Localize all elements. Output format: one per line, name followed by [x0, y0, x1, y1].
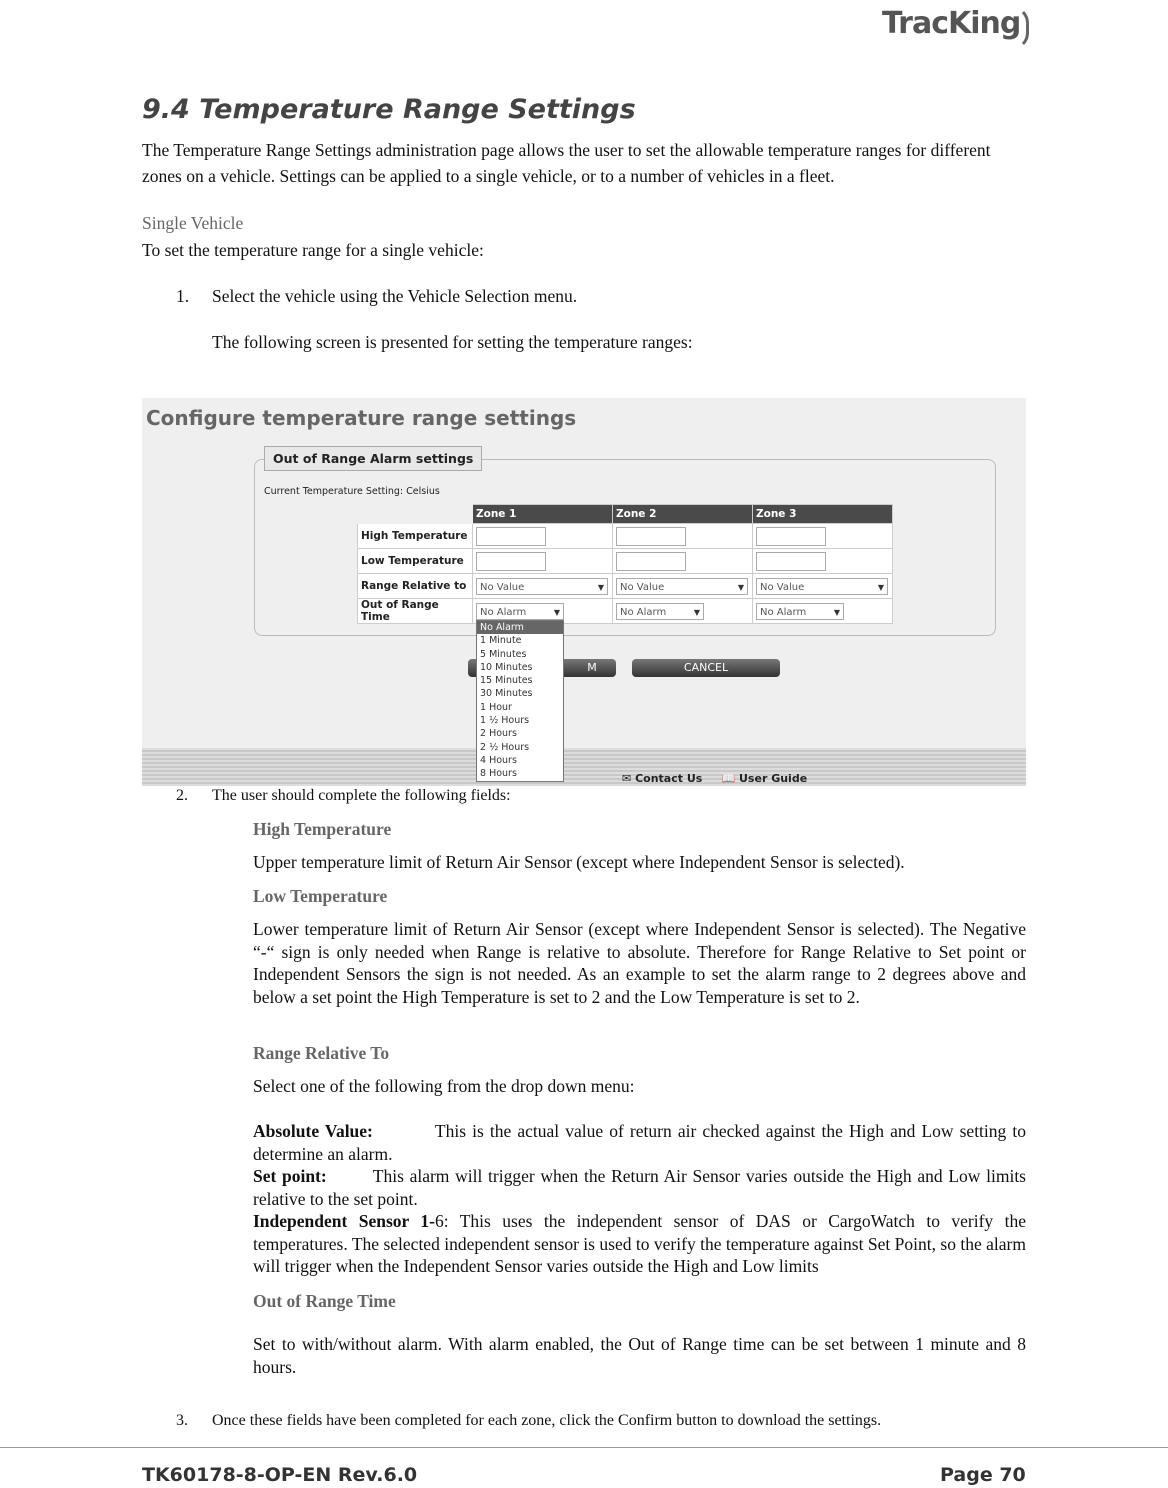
- set-point-text: This alarm will trigger when the Return Air Sensor varies outside the High and Low limits relative to the set point.: [253, 1166, 1026, 1209]
- select-value: No Alarm: [620, 606, 667, 618]
- mail-icon: ✉: [622, 772, 632, 785]
- zone1-low-input[interactable]: [476, 552, 546, 571]
- independent-sensor-label: Independent Sensor 1-: [253, 1211, 436, 1231]
- range-relative-title: Range Relative To: [253, 1043, 390, 1063]
- absolute-value-item: [253, 1120, 1026, 1165]
- zone3-time-select[interactable]: [756, 603, 844, 620]
- low-temperature-title: Low Temperature: [253, 886, 388, 906]
- zone3-range-select[interactable]: [756, 578, 888, 595]
- section-heading: 9.4 Temperature Range Settings: [142, 94, 636, 125]
- confirm-label-fragment: M: [587, 661, 597, 674]
- select-value: No Value: [480, 581, 525, 593]
- table-row: [358, 549, 893, 574]
- dropdown-option[interactable]: 8 Hours: [480, 768, 517, 780]
- dropdown-option[interactable]: 1 ½ Hours: [480, 715, 530, 727]
- book-icon: 📖: [721, 772, 736, 785]
- absolute-value-label: Absolute Value:: [253, 1121, 373, 1141]
- zone2-high-input[interactable]: [616, 527, 686, 546]
- page-number: Page 70: [940, 1464, 1026, 1486]
- dropdown-option[interactable]: 1 Minute: [480, 635, 522, 647]
- step3-number: 3.: [176, 1412, 188, 1429]
- chevron-down-icon: ▼: [597, 582, 604, 592]
- zone3-low-input[interactable]: [756, 552, 826, 571]
- zone-header: Zone 3: [753, 505, 893, 524]
- zone-header: Zone 1: [473, 505, 613, 524]
- contact-us-link[interactable]: Contact Us: [635, 772, 703, 785]
- zone2-time-select[interactable]: [616, 603, 704, 620]
- set-point-label: Set point:: [253, 1166, 327, 1186]
- table-corner: [358, 505, 473, 524]
- lead-text: To set the temperature range for a single vehicle:: [142, 240, 484, 260]
- zone1-time-select[interactable]: [476, 603, 564, 620]
- chevron-down-icon: ▼: [737, 582, 744, 592]
- dropdown-option[interactable]: 2 Hours: [480, 728, 517, 740]
- dropdown-option[interactable]: 15 Minutes: [480, 675, 533, 687]
- set-point-item: [253, 1165, 1026, 1210]
- dropdown-option[interactable]: 30 Minutes: [480, 688, 533, 700]
- select-value: No Alarm: [480, 606, 527, 618]
- chevron-down-icon: ▼: [833, 607, 840, 617]
- row-label-time: Out of Range Time: [358, 599, 473, 624]
- step1-note: The following screen is presented for setting the temperature ranges:: [212, 332, 693, 352]
- out-of-range-time-title: Out of Range Time: [253, 1291, 396, 1311]
- zone-table: [357, 504, 893, 624]
- out-of-range-dropdown-list: [476, 620, 564, 782]
- chevron-down-icon: ▼: [693, 607, 700, 617]
- site-footer-bar: [142, 748, 1026, 786]
- dropdown-option[interactable]: 5 Minutes: [480, 648, 527, 660]
- dropdown-option[interactable]: 2 ½ Hours: [480, 741, 530, 753]
- range-relative-text: Select one of the following from the drop down menu:: [253, 1076, 635, 1096]
- select-value: No Value: [620, 581, 665, 593]
- dropdown-option[interactable]: 1 Hour: [480, 701, 512, 713]
- high-temperature-title: High Temperature: [253, 819, 392, 839]
- table-row: [358, 599, 893, 624]
- logo-arc-icon: [1012, 6, 1029, 50]
- user-guide-link[interactable]: User Guide: [739, 772, 808, 785]
- zone2-range-select[interactable]: [616, 578, 748, 595]
- dropdown-option[interactable]: 10 Minutes: [480, 661, 533, 673]
- zone1-range-select[interactable]: [476, 578, 608, 595]
- tracking-logo: TracKing: [882, 6, 1021, 41]
- chevron-down-icon: ▼: [553, 607, 560, 617]
- row-label-range: Range Relative to: [358, 574, 473, 599]
- step1-number: 1.: [176, 286, 190, 306]
- table-row: [358, 574, 893, 599]
- zone2-low-input[interactable]: [616, 552, 686, 571]
- absolute-value-text: This is the actual value of return air checked against the High and Low setting to determine an alarm.: [253, 1121, 1027, 1164]
- row-label-low: Low Temperature: [358, 549, 473, 574]
- select-value: No Value: [760, 581, 805, 593]
- zone1-high-input[interactable]: [476, 527, 546, 546]
- step3-text: Once these fields have been completed for each zone, click the Confirm button to download the settings.: [212, 1412, 882, 1429]
- chevron-down-icon: ▼: [877, 582, 884, 592]
- table-row: [358, 524, 893, 549]
- out-of-range-time-text: Set to with/without alarm. With alarm enabled, the Out of Range time can be set between 1 minute and 8 hours.: [253, 1334, 1026, 1377]
- zone-header: Zone 2: [613, 505, 753, 524]
- footer-links: [622, 772, 807, 785]
- independent-sensor-item: [253, 1210, 1026, 1278]
- step1-text: Select the vehicle using the Vehicle Selection menu.: [212, 286, 578, 306]
- current-temperature-setting: Current Temperature Setting: Celsius: [264, 486, 440, 497]
- cancel-button[interactable]: CANCEL: [632, 659, 780, 677]
- step2-text: The user should complete the following fields:: [212, 787, 511, 804]
- dropdown-option[interactable]: 4 Hours: [480, 754, 517, 766]
- single-vehicle-subheading: Single Vehicle: [142, 213, 244, 233]
- low-temperature-text: Lower temperature limit of Return Air Sensor (except where Independent Sensor is selected). The Negative “-“ sign is only needed when Range is relative to absolute. Therefore for Range Relative to Set point or Independent Sensors the sign is not needed. As an example to set the alarm range to 2 degrees above and below a set point the High Temperature is set to 2 and the Low Temperature is set to 2.: [253, 919, 1026, 1007]
- zone3-high-input[interactable]: [756, 527, 826, 546]
- screenshot-title: Configure temperature range settings: [146, 406, 577, 430]
- footer-divider: [0, 1447, 1168, 1448]
- dropdown-option[interactable]: No Alarm: [477, 621, 563, 634]
- select-value: No Alarm: [760, 606, 807, 618]
- row-label-high: High Temperature: [358, 524, 473, 549]
- independent-sensor-text: 6: This uses the independent sensor of DAS or CargoWatch to verify the temperatures. The selected independent sensor is used to verify the temperature against Set Point, so the alarm will trigger when the Independent Sensor varies outside the High and Low limits: [253, 1211, 1026, 1276]
- fieldset-legend: Out of Range Alarm settings: [264, 446, 482, 471]
- high-temperature-text: Upper temperature limit of Return Air Sensor (except where Independent Sensor is selected).: [253, 852, 905, 872]
- document-id: TK60178-8-OP-EN Rev.6.0: [142, 1464, 418, 1486]
- step2-number: 2.: [176, 787, 188, 804]
- settings-screenshot: [142, 398, 1026, 786]
- intro-paragraph: The Temperature Range Settings administration page allows the user to set the allowable temperature ranges for different zones on a vehicle. Settings can be applied to a single vehicle, or to a number of vehicles in a fleet.: [142, 140, 991, 186]
